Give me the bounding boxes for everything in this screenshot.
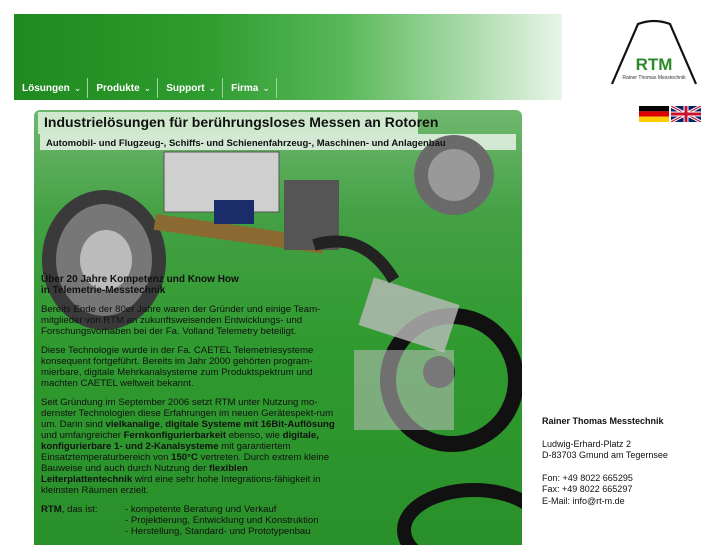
text-run: , <box>159 419 166 430</box>
language-flags <box>639 106 701 122</box>
main-nav <box>14 78 277 98</box>
text-bold: Fernkonfigurierbarkeit <box>123 430 227 441</box>
services-list <box>41 504 341 537</box>
email-link[interactable]: E-Mail: info@rt-m.de <box>542 495 625 506</box>
nav-firma[interactable] <box>223 78 277 98</box>
list-item: - Herstellung, Standard- und Prototypenbau <box>125 526 311 537</box>
nav-label: Firma <box>231 83 259 94</box>
rtm-logo[interactable] <box>608 18 700 92</box>
text-run: ebenso, wie <box>226 430 283 441</box>
text-bold: digitale Systeme mit 16Bit-Auflösung <box>165 419 335 430</box>
contact-block <box>542 416 668 508</box>
intro-heading <box>41 274 341 296</box>
heading-line-2: in Telemetrie-Messtechnik <box>41 285 166 296</box>
nav-produkte[interactable] <box>88 78 158 98</box>
fax-number: Fax: +49 8022 665297 <box>542 484 633 495</box>
paragraph-3 <box>41 397 341 496</box>
chevron-down-icon: ⌄ <box>73 83 82 93</box>
address-city: D-83703 Gmund am Tegernsee <box>542 450 668 461</box>
services-label-text: , das ist: <box>61 504 98 515</box>
chevron-down-icon: ⌄ <box>208 83 217 93</box>
page-title: Industrielösungen für berührungsloses Messen an Rotoren <box>44 114 439 130</box>
logo-subtext: Rainer Thomas Messtechnik <box>622 75 686 81</box>
list-item: - kompetente Beratung und Verkauf <box>125 504 277 515</box>
list-item: - Projektierung, Entwicklung und Konstruktion <box>125 515 319 526</box>
text-bold: digitale, konfigurierbare 1- und 2-Kanalsysteme <box>41 430 319 452</box>
nav-label: Support <box>166 83 205 94</box>
text-bold: vielkanalige <box>105 419 160 430</box>
heading-line-1: Über 20 Jahre Kompetenz und Know How <box>41 274 239 285</box>
text-run: mit garantiertem Einsatztemperaturbereich von <box>41 441 291 463</box>
services-label <box>41 504 125 537</box>
page-subtitle: Automobil- und Flugzeug-, Schiffs- und Schienenfahrzeug-, Maschinen- und Anlagenbau <box>46 138 446 149</box>
nav-label: Lösungen <box>22 83 70 94</box>
nav-support[interactable] <box>158 78 223 98</box>
text-run: Seit Gründung im September 2006 setzt RTM unter Nutzung mo-dernster Technologien diese Erfahrungen im neuen Gerätespekt-rum um. Darin sind <box>41 397 334 430</box>
nav-label: Produkte <box>96 83 140 94</box>
paragraph-1: Bereits Ende der 80er Jahre waren der Gründer und einige Team-mitglieder von RTM an zukunftsweisenden Entwicklungs- und Forschungsvorhaben bei der Fa. Volland Telemetry beteiligt. <box>41 304 321 337</box>
paragraph-2: Diese Technologie wurde in der Fa. CAETEL Telemetriesysteme konsequent fortgeführt. Bereits im Jahr 2000 gehörten program-mierbare, digitale Mehrkanalsysteme zum Produktspektrum und machten CAETEL weltweit bekannt. <box>41 345 314 389</box>
chevron-down-icon: ⌄ <box>262 83 270 93</box>
nav-loesungen[interactable] <box>14 78 88 98</box>
text-bold: 150°C <box>171 452 198 463</box>
services-label-bold: RTM <box>41 504 62 515</box>
text-run: und umfangreicher <box>41 430 124 441</box>
text-bold: flexiblen Leiterplattentechnik <box>41 463 248 485</box>
services-items <box>125 504 319 537</box>
logo-text: RTM <box>635 55 673 74</box>
german-flag-icon[interactable] <box>639 106 669 122</box>
chevron-down-icon: ⌄ <box>143 83 152 93</box>
hero-panel <box>34 110 522 545</box>
intro-text <box>41 274 341 537</box>
phone-number: Fon: +49 8022 665295 <box>542 472 633 483</box>
text-run: vertreten. Durch extrem kleine Bauweise und auch durch Nutzung der <box>41 452 330 474</box>
text-run: wird eine sehr hohe Integrations-fähigkeit in kleinsten Räumen erzielt. <box>41 474 321 496</box>
company-name: Rainer Thomas Messtechnik <box>542 416 664 426</box>
uk-flag-icon[interactable] <box>671 106 701 122</box>
address-street: Ludwig-Erhard-Platz 2 <box>542 438 632 449</box>
